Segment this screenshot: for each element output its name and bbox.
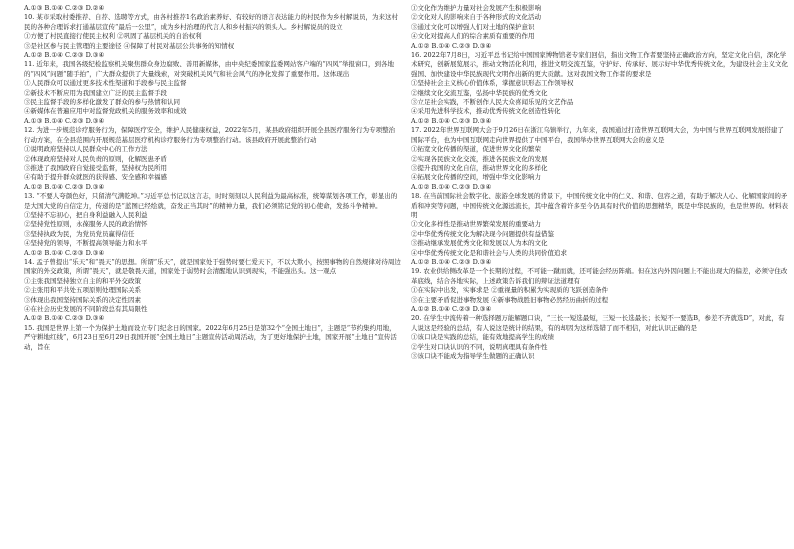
- text-line: ②体现政府坚持对人民负责的原则，化解医患矛盾: [24, 154, 167, 163]
- text-line: ③提升我国的文化自信，推动世界文化的多样化: [411, 163, 548, 172]
- text-line: ④拓展文化传播的空间，增强中华文化影响力: [411, 173, 541, 182]
- text-line: ②实现各民族文化交流，推进各民族文化的发展: [411, 154, 548, 163]
- text-line: ③该口诀不能成为指导学生做题的正确认识: [411, 352, 535, 361]
- text-line: 19. 农业供给侧改革是一个长期的过程，不可能一蹴而就，还可能会经历阵痛。但在这内外因问题上不能出现大的偏差，必须守住改革底线，结合各地实际，上述政策告诉我们的辩证法道理有: [411, 267, 788, 285]
- text-line: ①坚持不忘初心，把自身利益融入人民利益: [24, 210, 148, 219]
- text-line: A.①② B.①④ C.②③ D.③④: [411, 116, 492, 125]
- text-line: 10. 某市采取村委推荐、自荐、选聘等方式，由各村推荐1名政治素养好、有较好的语言表达能力的村民作为乡村解说员，为来这村民的各种合理诉求打通基层宣传“最后一公里”，成为乡村治理的代言人和乡村振兴的领头人。乡村解说员的设立: [24, 13, 399, 31]
- text-line: ①说明政府坚持以人民群众中心的工作方法: [24, 145, 148, 154]
- text-line: A.①② B.①④ C.②③ D.③④: [411, 305, 492, 313]
- text-line: ③推进了我国政府自觉接受监督，坚持权为民所用: [24, 163, 167, 172]
- text-line: 11. 近年来，我国各级纪检监察机关聚焦群众身边腐败、善用新媒体，由中央纪委国家监委网站客户端的“四风”举报窗口，到各地的“四风”问题“随手拍”，广大群众提供了大量线索，对突破机关风气和社会风气的净化发挥了重要作用。这体现出: [24, 60, 395, 78]
- text-line: 12. 为进一步规范诊疗服务行为，保障医疗安全，维护人民健康权益，2022年5月，某县政府组织开展全县医疗服务行为专项整治行动方案，在全县范围内开展规范基层医疗机构诊疗服务行为专项整治行动。该县政府开展此整治行动: [24, 126, 396, 144]
- text-line: 13. “不要人夸颜色好，只留清气满乾坤。”习近平总书记以这言志，时时刻刻以人民利益为最高标准，统筹谋划各项工作，彰显出的是大国大党的自信定力，传递的是“蓝图已经绘就，奋发正当其时”的精神力量，我们必须铭记党的初心使命，发扬斗争精神。: [24, 192, 398, 210]
- text-line: A.①② B.①④ C.②③ D.③④: [24, 182, 105, 191]
- text-line: 17. 2022年世界互联网大会于9月26日在浙江乌镇举行，九年来，我国通过打造世界互联网大会，为中国与世界互联网发展搭建了国际平台，也为中国互联网走向世界提供了中国平台，我国举办世界互联网大会的意义是: [411, 126, 784, 144]
- text-line: A.①② B.①④ C.②③ D.③④: [411, 41, 492, 50]
- text-line: ①文化多样性是推动世界繁荣发展的重要动力: [411, 220, 541, 229]
- text-line: ③民主监督手段的多样化激发了群众的参与热情和认同: [24, 98, 180, 107]
- text-line: ④新媒体在普遍应用中对监督党政机关的服务效率和成效: [24, 107, 187, 116]
- text-line: ④文化对提高人们的综合素质有重要的作用: [411, 32, 535, 41]
- text-line: ①拓宽文化传播的渠道，促进世界文化的繁荣: [411, 145, 541, 154]
- text-line: ④坚持党的领导，不断提高领导能力和水平: [24, 239, 148, 248]
- text-line: A.①② B.①④ C.②③ D.③④: [24, 51, 105, 60]
- text-line: 14. 孟子曾提出“乐天”和“畏天”的思想。所谓“乐天”，就是国家处于强势时要仁爱天下，不以大欺小，按照事物的自然规律对待周边国家的外交政策，所谓“畏天”，就是敬畏天道，国家处于弱势时会清醒地认识到现实，不能强出头。这一观点: [24, 257, 401, 276]
- text-line: ①方便了村民直接行使民主权利 ②巩固了基层机关的自治权利: [24, 32, 202, 41]
- text-line: ④在社会历史发展的不同阶段总有其局限性: [24, 305, 148, 313]
- text-line: ③是社区参与民主管理的主要途径 ④保障了村民对基层公共事务的知情权: [24, 41, 235, 50]
- text-line: A.①② B.①④ C.②③ D.③④: [24, 314, 105, 323]
- text-line: A.①③ B.①④ C.②③ D.②④: [24, 4, 105, 12]
- text-line: A.①② B.①④ C.②③ D.③④: [411, 182, 492, 191]
- text-line: ①主张我国坚持独立自主的和平外交政策: [24, 276, 141, 285]
- text-line: ③推动继承发展优秀文化和发展以人为本的文化: [411, 239, 548, 248]
- text-line: ④中华优秀传统文化是和谐社会与人类的共同价值追求: [411, 248, 567, 257]
- text-line: ①该口诀是实践的总结，能有效地提高学生的成绩: [411, 333, 554, 342]
- text-line: ③坚持执政为民，为党员党员赢得信任: [24, 229, 135, 238]
- text-line: ③在主要矛盾促进事物发展 ④新事物战胜旧事物必然经历曲折的过程: [411, 295, 609, 304]
- text-line: ①在实际中出发，实事求是 ②重视量的积累为实现质的飞跃创造条件: [411, 286, 609, 295]
- text-line: ②坚持党性原则，永葆服务人民的政治情怀: [24, 220, 148, 229]
- text-line: ③通过文化可以增强人们对土地的保护意识: [411, 22, 535, 31]
- text-line: ②主张用和平共处五项原则处理国际关系: [24, 286, 141, 295]
- text-line: ③体现出我国坚持国际关系的决定性因素: [24, 295, 141, 304]
- left-column: [24, 4, 401, 549]
- text-line: 16. 2022年7月8日，习近平总书记给中国国家博物馆老专家们回信，指出文物工作者要坚持正确政治方向，坚定文化自信，深化学术研究，创新展览展示，推动文物活化利用，推进文明交流互鉴，守护好、传承好、展示好中华优秀传统文化，为建设社会主义文化强国、加快建设中华民族现代文明作出新的更大贡献。这对我国文物工作者的要求是: [411, 51, 788, 78]
- text-line: ②中华优秀传统文化为解决现今问题提供有益借鉴: [411, 229, 554, 238]
- text-line: A.①② B.①④ C.②③ D.③④: [24, 248, 105, 257]
- text-line: ②继续文化交流互鉴，弘扬中华民族的优秀文化: [411, 88, 548, 97]
- text-line: ②学生对口诀认识的不同，说明真理具有条件性: [411, 342, 548, 351]
- text-line: ③立足社会实践，不断创作人民大众喜闻乐见的文艺作品: [411, 98, 574, 107]
- right-column: [411, 4, 788, 549]
- text-line: ②新技术不断应用为我国建立广泛的民主监督手段: [24, 88, 167, 97]
- text-line: ④采用先进科学技术，推动优秀传统文化创造性转化: [411, 107, 561, 116]
- text-line: ①人民群众可以通过更多技术性渠道和手段参与民主监督: [24, 79, 187, 88]
- text-line: ①文化作为维护力量对社会发展产生积极影响: [411, 4, 541, 12]
- text-line: 20. 在学生中流传着一种选择题万能解题口诀，“三长一短选最短，三短一长选最长；长短不一要选B，参差不齐就选D”，对此，有人说这是经验的总结，有人说这是统计的结果，有的却因为这样选错了而不相信，对此认识正确的是: [411, 314, 785, 332]
- text-line: ②文化对人的影响来自于各种形式的文化活动: [411, 13, 541, 22]
- text-line: A.①② B.①④ C.②③ D.③④: [411, 257, 492, 266]
- text-line: 15. 我国是世界上第一个为保护土地而设立专门纪念日的国家。2022年6月25日是第32个“全国土地日”，主题是“节约集约用地，严守耕地红线”，6月23日至6月29日我国开展“全国土地日”主题宣传活动周活动，为了更好地保护土地，国家开展“土地日”宣传活动，旨在: [24, 323, 397, 351]
- text-line: A.①③ B.①④ C.②③ D.③④: [24, 116, 105, 125]
- text-line: 18. 在当前国际社会数字化、旅游全球发展的背景下，中国传统文化中的仁义、和谐、包容之道，有助于解决人心、化解国家间的矛盾和冲突等问题，中国传统文化源远流长，其中蕴含着许多至今仍具有时代价值的思想精华，既是中华民族的，也是世界的。材料表明: [411, 192, 788, 219]
- text-line: ④有助于提升群众就医的获得感、安全感和幸福感: [24, 173, 167, 182]
- text-line: ①坚持社会主义核心价值体系，掌握意识形态工作领导权: [411, 79, 574, 88]
